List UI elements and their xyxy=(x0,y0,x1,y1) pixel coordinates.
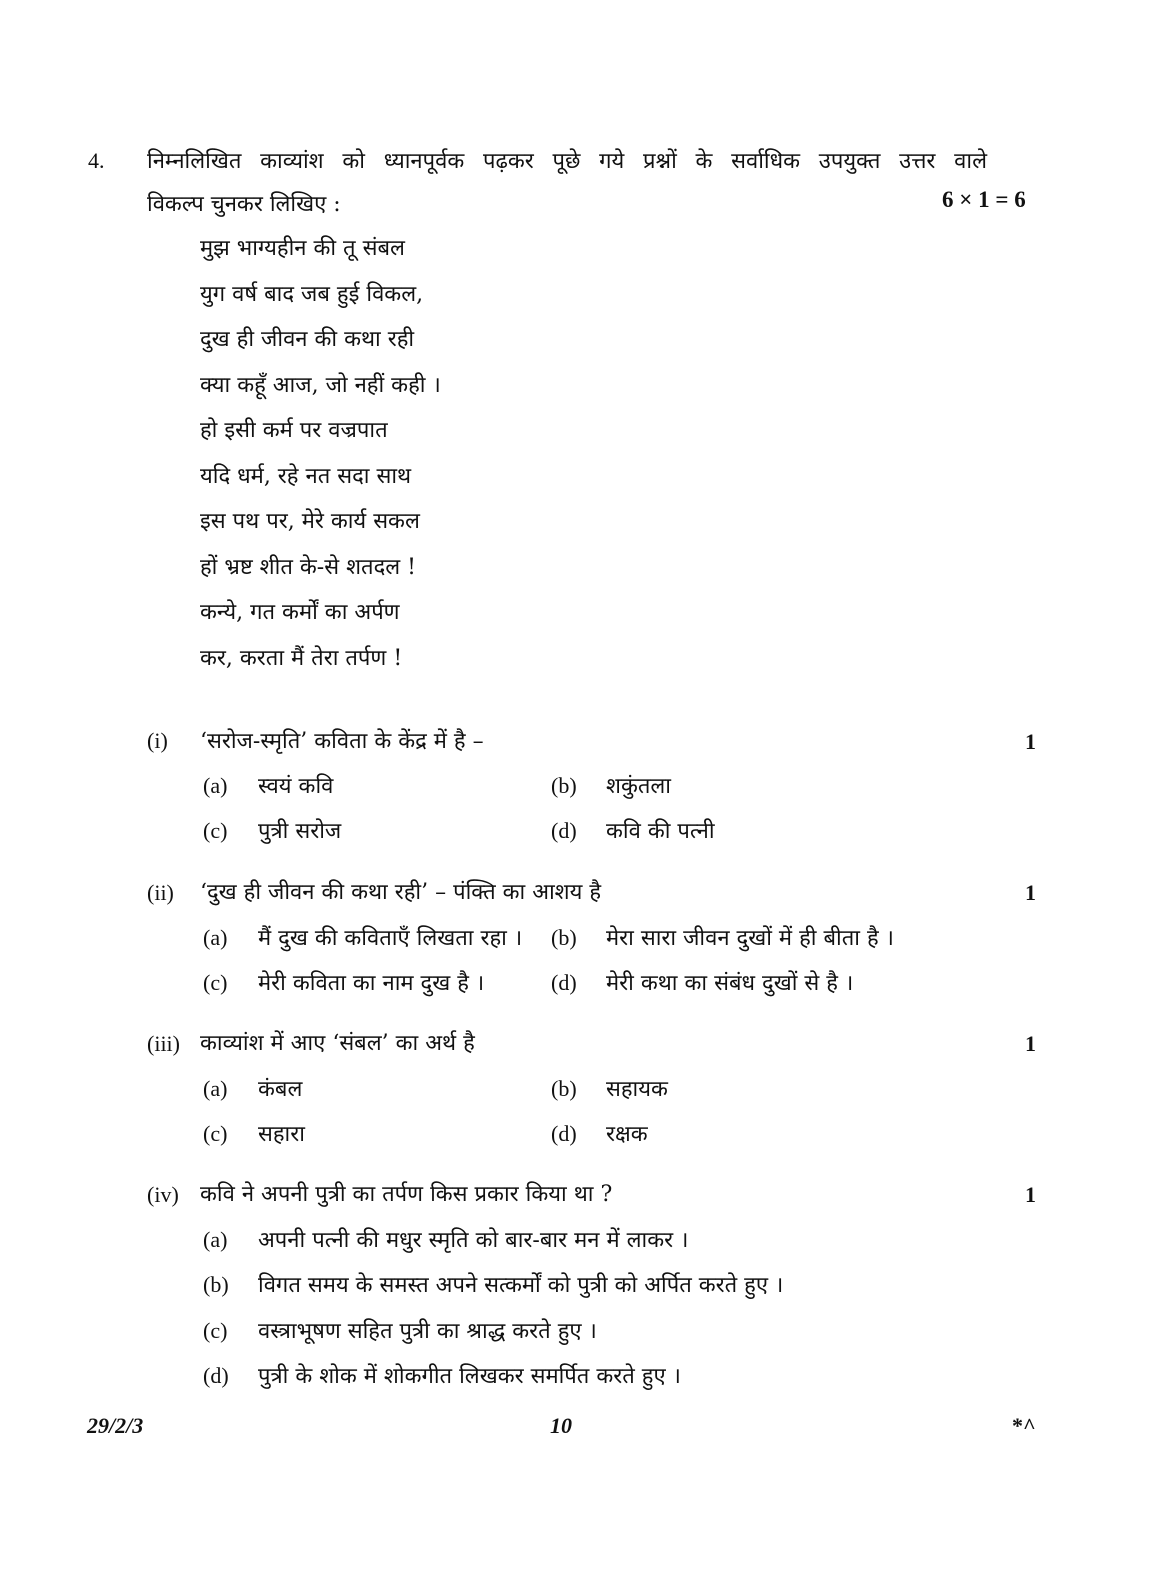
option-label: (b) xyxy=(551,925,577,950)
subquestion-text: ‘दुख ही जीवन की कथा रही’ – पंक्ति का आशय है xyxy=(200,880,602,905)
subquestion-mark: 1 xyxy=(1025,729,1036,754)
option-label: (a) xyxy=(203,925,228,950)
option-text: कवि की पत्नी xyxy=(606,819,715,844)
instruction-line-1: निम्नलिखित काव्यांश को ध्यानपूर्वक पढ़कर पूछे गये प्रश्नों के सर्वाधिक उपयुक्त उत्तर वाले xyxy=(147,149,987,174)
poem-line: मुझ भाग्यहीन की तू संबल xyxy=(200,236,405,261)
poem-line: हों भ्रष्ट शीत के-से शतदल ! xyxy=(200,554,416,580)
poem-line: युग वर्ष बाद जब हुई विकल, xyxy=(200,281,424,307)
option-label: (b) xyxy=(203,1272,229,1297)
option-text: मैं दुख की कविताएँ लिखता रहा । xyxy=(258,926,523,951)
option-text: पुत्री के शोक में शोकगीत लिखकर समर्पित करते हुए । xyxy=(258,1364,681,1389)
question-number: 4. xyxy=(88,148,105,173)
option-label: (c) xyxy=(203,1318,228,1343)
subquestion-number: (i) xyxy=(147,728,168,753)
option-label: (d) xyxy=(203,1363,229,1388)
option-text: पुत्री सरोज xyxy=(258,819,342,844)
option-text: स्वयं कवि xyxy=(258,774,334,799)
poem-line: कर, करता मैं तेरा तर्पण ! xyxy=(200,645,403,671)
option-text: अपनी पत्नी की मधुर स्मृति को बार-बार मन में लाकर । xyxy=(258,1228,689,1253)
option-text: सहारा xyxy=(258,1122,305,1147)
option-text: वस्त्राभूषण सहित पुत्री का श्राद्ध करते हुए । xyxy=(258,1319,597,1344)
option-text: रक्षक xyxy=(606,1122,648,1147)
subquestion-text: कवि ने अपनी पुत्री का तर्पण किस प्रकार किया था ? xyxy=(200,1182,613,1207)
option-text: मेरा सारा जीवन दुखों में ही बीता है । xyxy=(606,926,894,951)
option-text: कंबल xyxy=(258,1077,303,1102)
paper-code: 29/2/3 xyxy=(87,1413,144,1438)
instruction-line-2: विकल्प चुनकर लिखिए : xyxy=(147,192,341,217)
option-text: मेरी कविता का नाम दुख है । xyxy=(258,971,485,996)
option-label: (d) xyxy=(551,970,577,995)
subquestion-number: (iii) xyxy=(147,1031,180,1056)
subquestion-text: ‘सरोज-स्मृति’ कविता के केंद्र में है – xyxy=(200,729,484,754)
total-marks: 6 × 1 = 6 xyxy=(942,187,1026,212)
poem-line: यदि धर्म, रहे नत सदा साथ xyxy=(200,463,412,489)
option-text: शकुंतला xyxy=(606,774,672,799)
subquestion-number: (ii) xyxy=(147,880,174,905)
poem-line: क्या कहूँ आज, जो नहीं कही । xyxy=(200,372,441,398)
option-label: (c) xyxy=(203,818,228,843)
poem-line: कन्ये, गत कर्मों का अर्पण xyxy=(200,600,400,625)
poem-line: इस पथ पर, मेरे कार्य सकल xyxy=(200,509,420,534)
subquestion-text: काव्यांश में आए ‘संबल’ का अर्थ है xyxy=(200,1031,475,1056)
subquestion-mark: 1 xyxy=(1025,1031,1036,1056)
page-number: 10 xyxy=(550,1413,572,1438)
subquestion-number: (iv) xyxy=(147,1182,179,1207)
poem-line: हो इसी कर्म पर वज्रपात xyxy=(200,418,388,443)
subquestion-mark: 1 xyxy=(1025,1182,1036,1207)
option-label: (b) xyxy=(551,773,577,798)
option-label: (d) xyxy=(551,818,577,843)
footer-mark: *^ xyxy=(1012,1413,1036,1438)
option-label: (c) xyxy=(203,970,228,995)
option-label: (b) xyxy=(551,1076,577,1101)
poem-excerpt xyxy=(200,226,441,681)
option-label: (d) xyxy=(551,1121,577,1146)
option-label: (a) xyxy=(203,773,228,798)
option-label: (a) xyxy=(203,1227,228,1252)
subquestion-mark: 1 xyxy=(1025,880,1036,905)
option-label: (a) xyxy=(203,1076,228,1101)
option-text: सहायक xyxy=(606,1077,668,1102)
option-text: मेरी कथा का संबंध दुखों से है । xyxy=(606,971,854,996)
option-label: (c) xyxy=(203,1121,228,1146)
poem-line: दुख ही जीवन की कथा रही xyxy=(200,327,415,352)
option-text: विगत समय के समस्त अपने सत्कर्मों को पुत्री को अर्पित करते हुए । xyxy=(258,1273,784,1298)
